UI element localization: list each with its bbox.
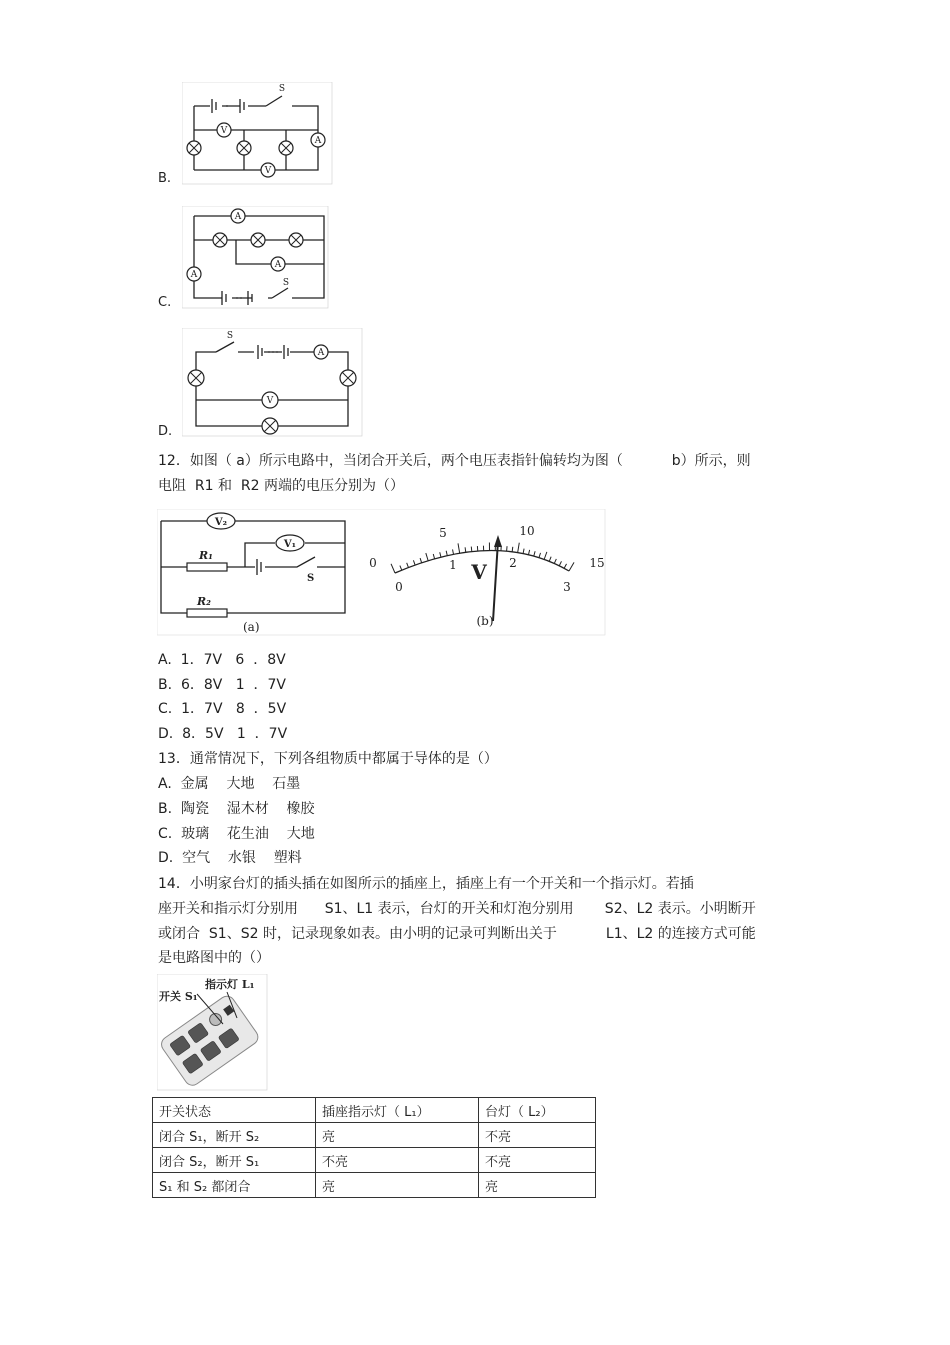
q14-stem-line3: 或闭合 S1、S2 时，记录现象如表。由小明的记录可判断出关于 L1、L2 的连接方式可能 bbox=[158, 926, 756, 942]
table-cell: 闭合 S₂，断开 S₁ bbox=[153, 1148, 316, 1173]
meter-tick bbox=[465, 547, 466, 552]
header-switch-state: 开关状态 bbox=[153, 1098, 316, 1123]
q12-stem-line1: 12．如图（ a）所示电路中，当闭合开关后，两个电压表指针偏转均为图（ b）所示，则 bbox=[158, 453, 751, 469]
voltmeter-symbol: V bbox=[266, 396, 274, 406]
inner-tick-3: 3 bbox=[563, 580, 571, 594]
r1-label: R₁ bbox=[199, 549, 213, 562]
q14-record-table bbox=[152, 1097, 596, 1198]
r2-label: R₂ bbox=[197, 595, 211, 608]
switch-label: S bbox=[278, 84, 286, 94]
table-cell: 亮 bbox=[479, 1173, 596, 1198]
v2-label: V₂ bbox=[214, 517, 228, 528]
table-cell: 不亮 bbox=[479, 1123, 596, 1148]
voltmeter-symbol: V bbox=[264, 166, 272, 176]
table-row bbox=[153, 1173, 596, 1198]
inner-tick-2: 2 bbox=[509, 556, 517, 570]
q13-choice-b: B. 陶瓷 湿木材 橡胶 bbox=[158, 801, 315, 817]
outer-tick-10: 10 bbox=[519, 524, 535, 538]
ammeter-symbol: A bbox=[234, 212, 242, 222]
q12-circuit-figure bbox=[157, 509, 607, 637]
table-cell: 不亮 bbox=[316, 1148, 479, 1173]
caption-a: (a) bbox=[243, 620, 260, 634]
option-c-label: C. bbox=[158, 295, 172, 310]
q13-choice-d: D. 空气 水银 塑料 bbox=[158, 850, 302, 866]
outer-tick-0: 0 bbox=[369, 556, 377, 570]
s-label: S bbox=[307, 573, 315, 584]
meter-tick bbox=[512, 547, 513, 552]
ammeter-symbol: A bbox=[314, 136, 322, 146]
switch-s1-label: 开关 S₁ bbox=[159, 990, 198, 1003]
q13-stem: 13．通常情况下，下列各组物质中都属于导体的是（） bbox=[158, 751, 498, 767]
circuit-diagram-c bbox=[182, 206, 330, 310]
inner-tick-1: 1 bbox=[449, 558, 457, 572]
table-cell: 闭合 S₁，断开 S₂ bbox=[153, 1123, 316, 1148]
unit-label: V bbox=[471, 560, 487, 584]
q12-choice-a: A. 1．7V 6 ．8V bbox=[158, 652, 286, 668]
table-cell: S₁ 和 S₂ 都闭合 bbox=[153, 1173, 316, 1198]
outer-tick-5: 5 bbox=[439, 526, 447, 540]
v1-label: V₁ bbox=[283, 539, 297, 550]
header-indicator: 插座指示灯（ L₁） bbox=[316, 1098, 479, 1123]
q13-choice-c: C. 玻璃 花生油 大地 bbox=[158, 826, 315, 842]
table-cell: 亮 bbox=[316, 1123, 479, 1148]
outer-tick-15: 15 bbox=[589, 556, 605, 570]
q12-stem-line2: 电阻 R1 和 R2 两端的电压分别为（） bbox=[158, 478, 404, 494]
caption-b: (b) bbox=[476, 614, 494, 628]
table-cell: 亮 bbox=[316, 1173, 479, 1198]
q12-choice-c: C. 1．7V 8 ．5V bbox=[158, 701, 287, 717]
switch-label: S bbox=[282, 278, 290, 288]
ammeter-symbol: A bbox=[317, 348, 325, 358]
inner-tick-0: 0 bbox=[395, 580, 403, 594]
option-d-label: D. bbox=[158, 424, 173, 439]
indicator-l1-label: 指示灯 L₁ bbox=[205, 978, 255, 991]
table-row bbox=[153, 1123, 596, 1148]
q12-choice-d: D. 8．5V 1 ．7V bbox=[158, 726, 288, 742]
q13-choice-a: A. 金属 大地 石墨 bbox=[158, 776, 301, 792]
circuit-diagram-b bbox=[182, 82, 334, 186]
meter-tick bbox=[471, 547, 472, 552]
voltmeter-symbol: V bbox=[220, 126, 228, 136]
option-b-label: B. bbox=[158, 171, 172, 186]
switch-label: S bbox=[226, 331, 234, 341]
table-row bbox=[153, 1148, 596, 1173]
q14-stem-line2: 座开关和指示灯分别用 S1、L1 表示，台灯的开关和灯泡分别用 S2、L2 表示。小明断开 bbox=[158, 901, 756, 917]
power-strip-photo bbox=[157, 974, 269, 1092]
header-lamp: 台灯（ L₂） bbox=[479, 1098, 596, 1123]
ammeter-symbol: A bbox=[190, 270, 198, 280]
table-cell: 不亮 bbox=[479, 1148, 596, 1173]
table-header-row bbox=[153, 1098, 596, 1123]
q12-choice-b: B. 6．8V 1 ．7V bbox=[158, 677, 286, 693]
ammeter-symbol: A bbox=[274, 260, 282, 270]
q14-stem-line1: 14．小明家台灯的插头插在如图所示的插座上，插座上有一个开关和一个指示灯。若插 bbox=[158, 876, 694, 892]
circuit-diagram-d bbox=[182, 328, 364, 438]
q14-stem-line4: 是电路图中的（） bbox=[158, 950, 270, 966]
